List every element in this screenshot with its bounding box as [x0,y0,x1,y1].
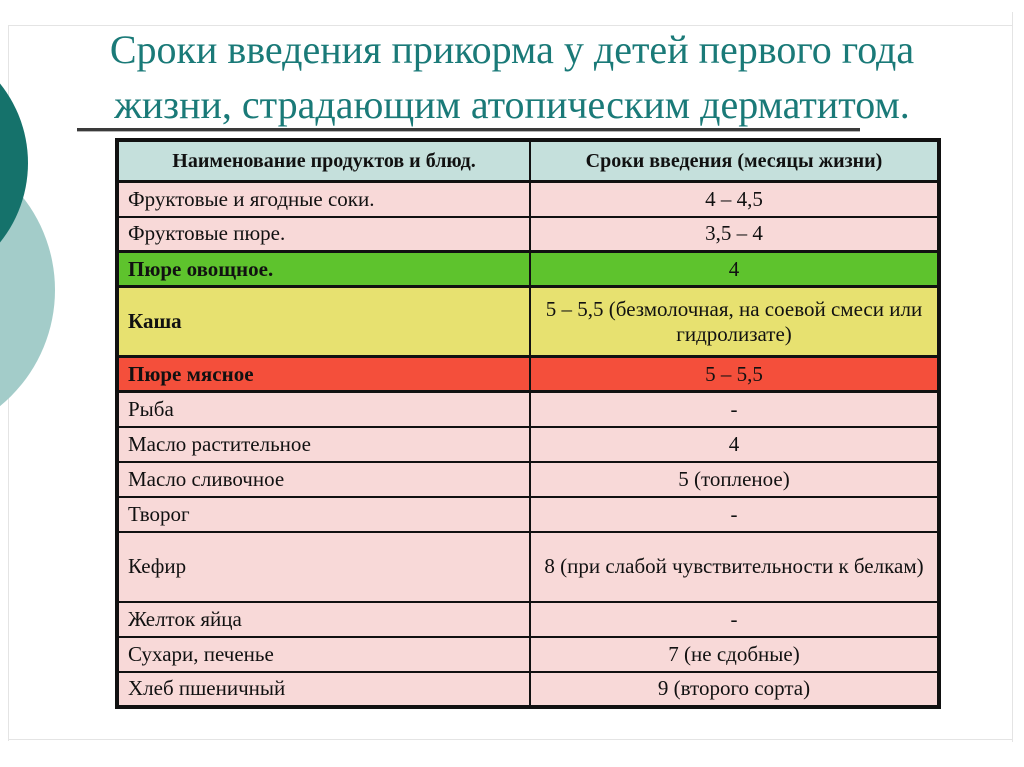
timing-cell: - [530,602,939,637]
product-cell: Пюре мясное [117,357,530,392]
table-row [117,427,939,462]
feeding-schedule-table [115,138,941,709]
header-product-column: Наименование продуктов и блюд. [117,140,530,182]
table-row [117,602,939,637]
table-row [117,462,939,497]
product-cell: Рыба [117,392,530,427]
slide-title-line2: жизни, страдающим атопическим дерматитом. [114,82,910,127]
table-row [117,532,939,602]
header-timing-column: Сроки введения (месяцы жизни) [530,140,939,182]
product-cell: Фруктовые пюре. [117,217,530,252]
table-row [117,497,939,532]
slide-border-line-bottom [8,739,1013,740]
timing-cell: 5 – 5,5 (безмолочная, на соевой смеси или гидролизате) [530,287,939,357]
product-cell: Фруктовые и ягодные соки. [117,182,530,217]
table-row [117,637,939,672]
timing-cell: 7 (не сдобные) [530,637,939,672]
table-header-row [117,140,939,182]
title-underline [77,128,860,132]
product-cell: Творог [117,497,530,532]
table-row [117,287,939,357]
table-row [117,217,939,252]
timing-cell: - [530,392,939,427]
timing-cell: - [530,497,939,532]
timing-cell: 5 (топленое) [530,462,939,497]
timing-cell: 8 (при слабой чувствительности к белкам) [530,532,939,602]
timing-cell: 4 [530,252,939,287]
table-row [117,672,939,707]
product-cell: Масло растительное [117,427,530,462]
timing-cell: 3,5 – 4 [530,217,939,252]
slide-border-line-right [1012,12,1013,742]
slide-title-line1: Сроки введения прикорма у детей первого года [109,27,915,72]
timing-cell: 9 (второго сорта) [530,672,939,707]
table-row [117,182,939,217]
timing-cell: 4 – 4,5 [530,182,939,217]
product-cell: Масло сливочное [117,462,530,497]
product-cell: Каша [117,287,530,357]
product-cell: Кефир [117,532,530,602]
product-cell: Сухари, печенье [117,637,530,672]
table-row [117,392,939,427]
timing-cell: 5 – 5,5 [530,357,939,392]
timing-cell: 4 [530,427,939,462]
product-cell: Пюре овощное. [117,252,530,287]
slide-title [30,22,994,132]
table-row [117,252,939,287]
product-cell: Желток яйца [117,602,530,637]
product-cell: Хлеб пшеничный [117,672,530,707]
table-row [117,357,939,392]
